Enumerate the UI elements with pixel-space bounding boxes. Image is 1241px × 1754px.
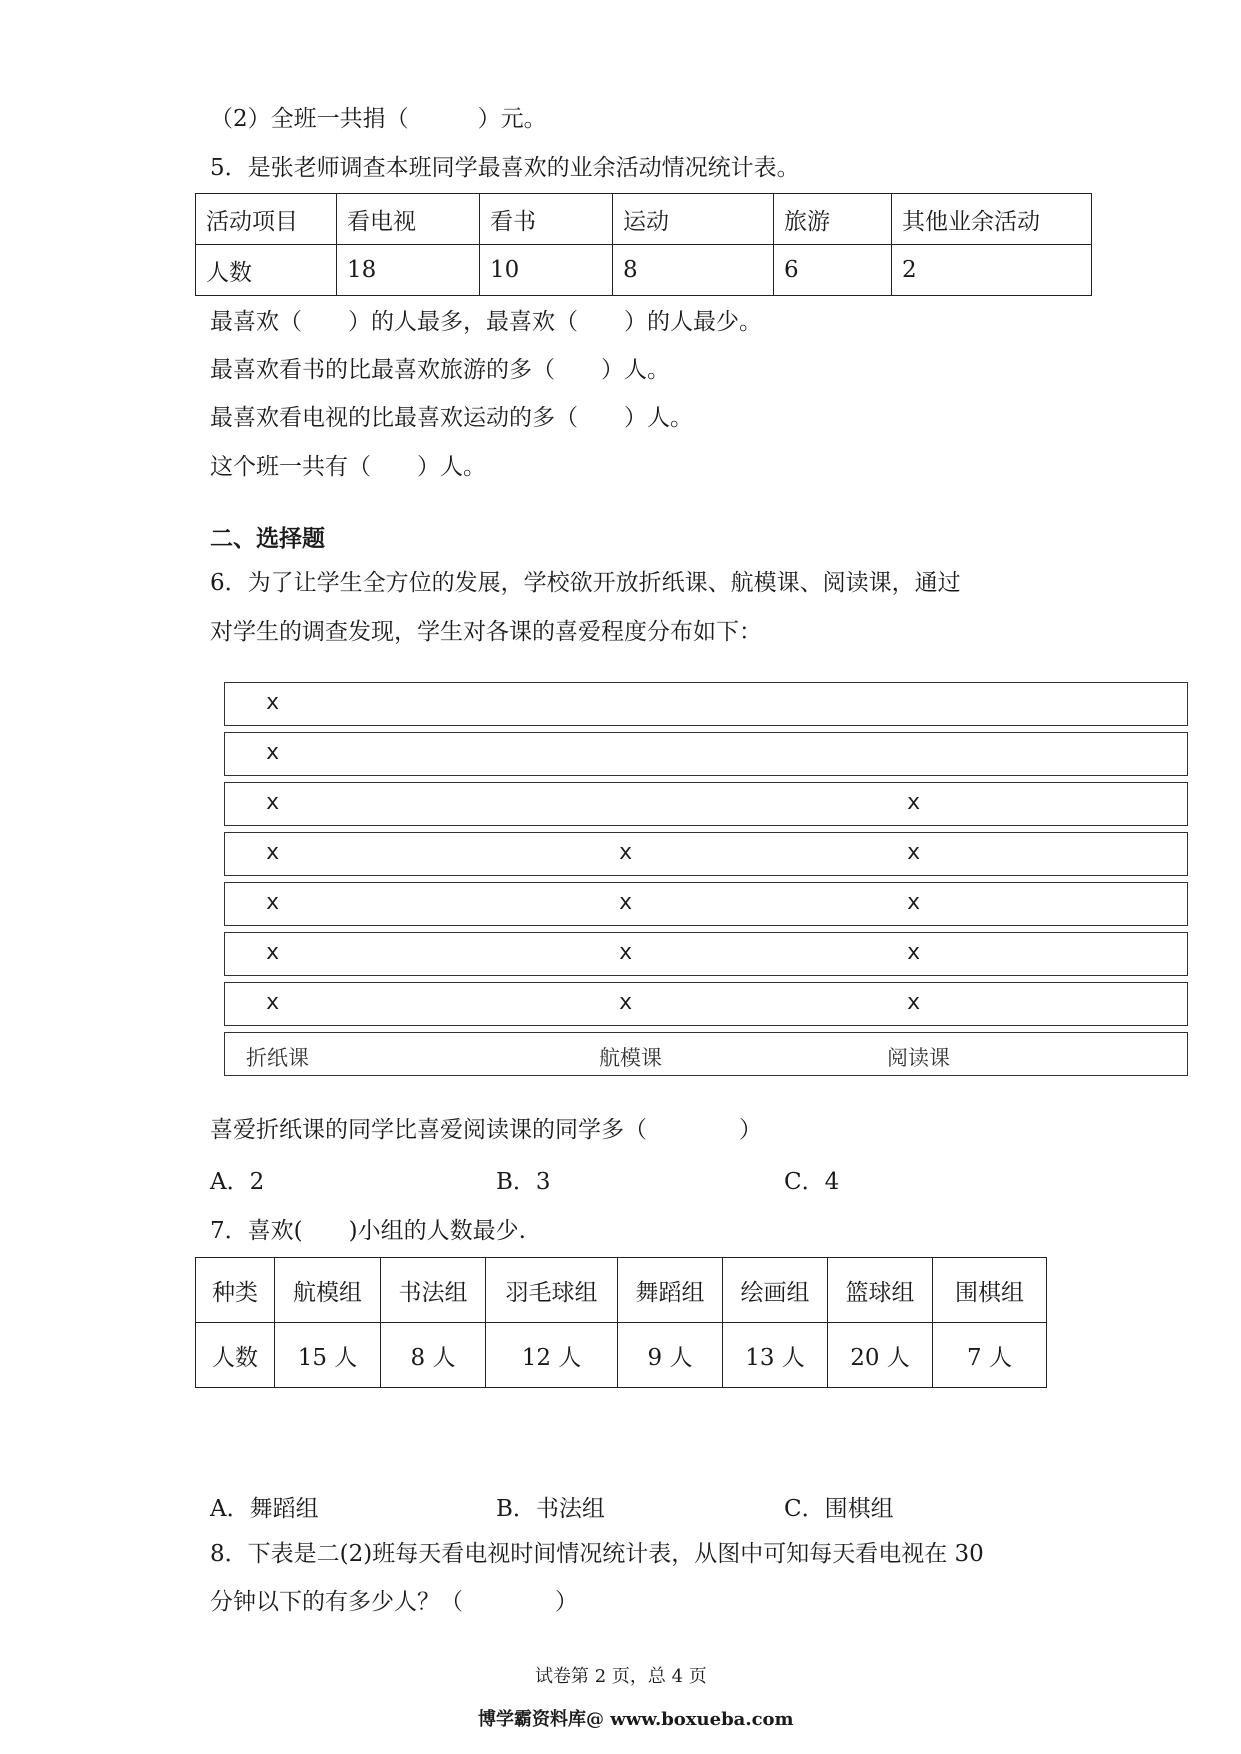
table-cell: 其他业余活动 — [892, 194, 1092, 245]
dot-plot-chart — [224, 682, 1188, 1086]
q6-option-c: C．4 — [784, 1169, 840, 1195]
table-cell: 旅游 — [774, 194, 892, 245]
table-row — [196, 245, 1092, 296]
table-cell: 看书 — [480, 194, 613, 245]
dot-plot-mark: x — [266, 790, 280, 815]
q5-line-2: 最喜欢看书的比最喜欢旅游的多（ ）人。 — [210, 357, 670, 383]
table-cell: 9 人 — [618, 1323, 723, 1388]
q5-line-1: 最喜欢（ ）的人最多，最喜欢（ ）的人最少。 — [210, 309, 762, 335]
dot-plot-mark: x — [619, 890, 633, 915]
table-cell: 人数 — [196, 245, 337, 296]
dot-plot-mark: x — [619, 940, 633, 965]
table-cell: 人数 — [196, 1323, 275, 1388]
q4-part2: （2）全班一共捐（ ）元。 — [210, 106, 547, 132]
table-header-row — [196, 194, 1092, 245]
table-cell: 种类 — [196, 1258, 275, 1323]
dot-plot-category-label: 航模课 — [599, 1046, 662, 1070]
dot-plot-mark: x — [907, 990, 921, 1015]
table-cell: 羽毛球组 — [486, 1258, 618, 1323]
section-title: 二、选择题 — [210, 526, 325, 552]
page-number: 试卷第 2 页，总 4 页 — [535, 1666, 707, 1687]
q6-stem-line2: 对学生的调查发现，学生对各课的喜爱程度分布如下： — [210, 619, 762, 645]
dot-plot-mark: x — [907, 790, 921, 815]
table-cell: 书法组 — [381, 1258, 486, 1323]
dot-plot-mark: x — [266, 740, 280, 765]
dot-plot-label-row — [224, 1032, 1188, 1076]
dot-plot-row — [224, 732, 1188, 776]
activity-table — [195, 193, 1092, 296]
dot-plot-mark: x — [266, 940, 280, 965]
dot-plot-mark: x — [907, 940, 921, 965]
table-cell: 12 人 — [486, 1323, 618, 1388]
dot-plot-mark: x — [619, 990, 633, 1015]
table-cell: 8 人 — [381, 1323, 486, 1388]
dot-plot-row — [224, 982, 1188, 1026]
dot-plot-mark: x — [266, 690, 280, 715]
table-cell: 围棋组 — [933, 1258, 1047, 1323]
q6-question: 喜爱折纸课的同学比喜爱阅读课的同学多（ ） — [210, 1117, 762, 1143]
table-cell: 看电视 — [337, 194, 480, 245]
dot-plot-mark: x — [266, 890, 280, 915]
table-cell: 13 人 — [723, 1323, 828, 1388]
group-table — [195, 1257, 1047, 1388]
table-cell: 8 — [613, 245, 774, 296]
table-cell: 活动项目 — [196, 194, 337, 245]
table-cell: 18 — [337, 245, 480, 296]
q8-line2: 分钟以下的有多少人？（ ） — [210, 1589, 578, 1615]
table-cell: 2 — [892, 245, 1092, 296]
q6-option-a: A．2 — [210, 1169, 265, 1195]
q6-stem-line1: 6．为了让学生全方位的发展，学校欲开放折纸课、航模课、阅读课，通过 — [210, 570, 961, 596]
table-cell: 6 — [774, 245, 892, 296]
q6-option-b: B．3 — [496, 1169, 551, 1195]
dot-plot-row — [224, 782, 1188, 826]
q8-line1: 8．下表是二(2)班每天看电视时间情况统计表，从图中可知每天看电视在 30 — [210, 1541, 984, 1567]
table-row — [196, 1323, 1047, 1388]
table-cell: 篮球组 — [828, 1258, 933, 1323]
dot-plot-mark: x — [619, 840, 633, 865]
table-cell: 航模组 — [275, 1258, 381, 1323]
dot-plot-mark: x — [266, 840, 280, 865]
table-cell: 绘画组 — [723, 1258, 828, 1323]
table-cell: 10 — [480, 245, 613, 296]
q5-stem: 5．是张老师调查本班同学最喜欢的业余活动情况统计表。 — [210, 155, 800, 181]
table-cell: 15 人 — [275, 1323, 381, 1388]
dot-plot-category-label: 折纸课 — [246, 1046, 309, 1070]
dot-plot-mark: x — [907, 840, 921, 865]
dot-plot-row — [224, 682, 1188, 726]
q5-line-3: 最喜欢看电视的比最喜欢运动的多（ ）人。 — [210, 405, 693, 431]
dot-plot-category-label: 阅读课 — [887, 1046, 950, 1070]
q5-line-4: 这个班一共有（ ）人。 — [210, 454, 486, 480]
dot-plot-row — [224, 882, 1188, 926]
table-cell: 舞蹈组 — [618, 1258, 723, 1323]
table-cell: 7 人 — [933, 1323, 1047, 1388]
q7-option-c: C．围棋组 — [784, 1496, 894, 1522]
dot-plot-mark: x — [907, 890, 921, 915]
source-watermark: 博学霸资料库@ www.boxueba.com — [478, 1709, 794, 1730]
q7-option-b: B．书法组 — [496, 1496, 605, 1522]
table-cell: 20 人 — [828, 1323, 933, 1388]
dot-plot-mark: x — [266, 990, 280, 1015]
table-header-row — [196, 1258, 1047, 1323]
dot-plot-row — [224, 932, 1188, 976]
q7-stem: 7．喜欢( )小组的人数最少. — [210, 1218, 526, 1244]
table-cell: 运动 — [613, 194, 774, 245]
q7-option-a: A．舞蹈组 — [210, 1496, 319, 1522]
dot-plot-row — [224, 832, 1188, 876]
